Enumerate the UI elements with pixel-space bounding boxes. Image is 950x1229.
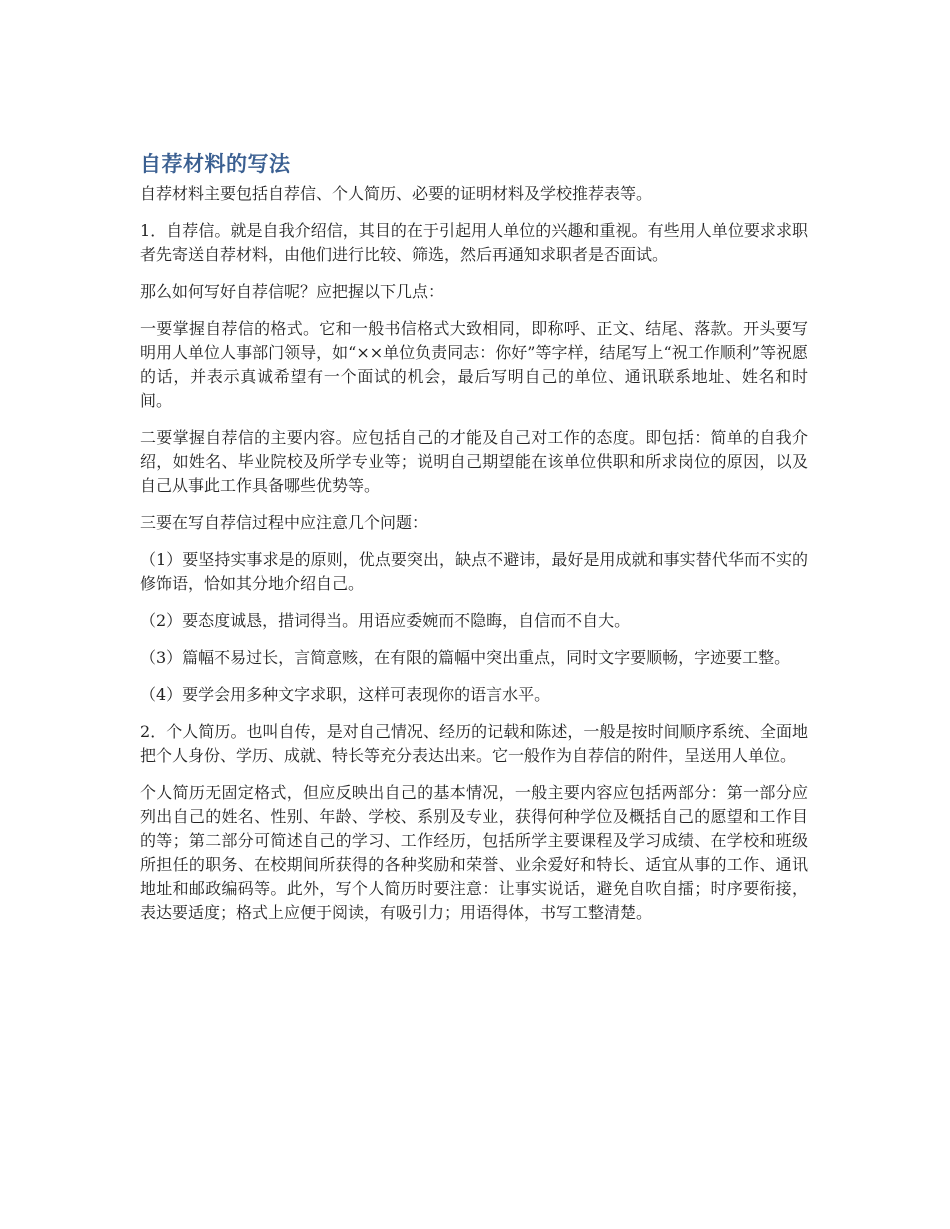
section-1-self-recommendation-letter: 1．自荐信。就是自我介绍信，其目的在于引起用人单位的兴趣和重视。有些用人单位要求求职者先寄送自荐材料，由他们进行比较、筛选，然后再通知求职者是否面试。 [140,221,808,264]
note-item-1: （1）要坚持实事求是的原则，优点要突出，缺点不避讳，最好是用成就和事实替代华而不实的修饰语，恰如其分地介绍自己。 [140,550,808,593]
resume-format-paragraph: 个人简历无固定格式，但应反映出自己的基本情况，一般主要内容应包括两部分：第一部分应列出自己的姓名、性别、年龄、学校、系别及专业，获得何种学位及概括自己的愿望和工作目的等；第二部分可简述自己的学习、工作经历，包括所学主要课程及学习成绩、在学校和班级所担任的职务、在校期间所获得的各种奖励和荣誉、业余爱好和特长、适宜从事的工作、通讯地址和邮政编码等。此外，写个人简历时要注意：让事实说话，避免自吹自擂；时序要衔接，表达要适度；格式上应便于阅读，有吸引力；用语得体，书写工整清楚。 [140,783,808,922]
section-2-resume: 2．个人简历。也叫自传，是对自己情况、经历的记载和陈述，一般是按时间顺序系统、全面地把个人身份、学历、成就、特长等充分表达出来。它一般作为自荐信的附件，呈送用人单位。 [140,722,808,765]
note-item-3: （3）篇幅不易过长，言简意赅，在有限的篇幅中突出重点，同时文字要顺畅，字迹要工整。 [140,648,791,667]
how-to-write-question: 那么如何写好自荐信呢？应把握以下几点： [140,282,445,301]
point-2-content: 二要掌握自荐信的主要内容。应包括自己的才能及自己对工作的态度。即包括：简单的自我介绍，如姓名、毕业院校及所学专业等；说明自己期望能在该单位供职和所求岗位的原因，以及自己从事此工作具备哪些优势等。 [140,428,808,495]
intro-paragraph: 自荐材料主要包括自荐信、个人简历、必要的证明材料及学校推荐表等。 [140,184,653,203]
document-page [140,148,808,938]
point-3-notes-heading: 三要在写自荐信过程中应注意几个问题： [140,513,429,532]
note-item-4: （4）要学会用多种文字求职，这样可表现你的语言水平。 [140,685,551,704]
note-item-2: （2）要态度诚恳，措词得当。用语应委婉而不隐晦，自信而不自大。 [140,611,631,630]
document-title: 自荐材料的写法 [140,152,291,176]
point-1-format: 一要掌握自荐信的格式。它和一般书信格式大致相同，即称呼、正文、结尾、落款。开头要写明用人单位人事部门领导，如“××单位负责同志：你好”等字样，结尾写上“祝工作顺利”等祝愿的话，并表示真诚希望有一个面试的机会，最后写明自己的单位、通讯联系地址、姓名和时间。 [140,319,808,410]
